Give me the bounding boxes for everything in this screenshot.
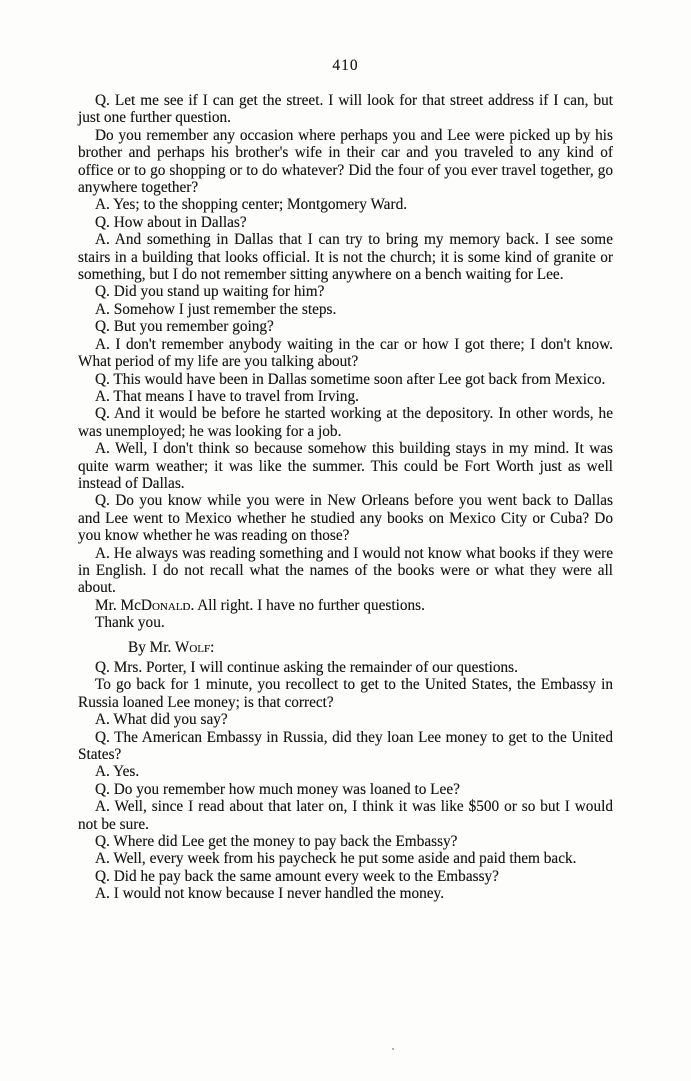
transcript-paragraph: Q. But you remember going? (95, 318, 274, 336)
transcript-paragraph: Q. Mrs. Porter, I will continue asking the remainder of our questions. (95, 659, 518, 676)
transcript-paragraph: A. I would not know because I never handled the money. (95, 885, 445, 903)
transcript-paragraph: A. Yes; to the shopping center; Montgomery Ward. (95, 196, 408, 214)
transcript-paragraph: A. Well, I don't think so because somehow this building stays in my mind. It was quite warm weather; it was like the summer. This could be Fort Worth just as well instead of Dallas. (78, 440, 613, 492)
transcript-paragraph: A. That means I have to travel from Irving. (95, 387, 359, 405)
transcript-paragraph: Q. The American Embassy in Russia, did they loan Lee money to get to the United States? (78, 728, 613, 764)
transcript-paragraph: A. What did you say? (95, 711, 228, 729)
transcript-paragraph: A. And something in Dallas that I can try to bring my memory back. I see some stairs in a building that looks official. It is not the church; it is some kind of granite or something, but I do not remember sitting anywhere on a bench waiting for Lee. (78, 231, 613, 284)
transcript-paragraph: Q. This would have been in Dallas sometime soon after Lee got back from Mexico. (95, 370, 606, 388)
transcript-paragraph: Q. And it would be before he started working at the depository. In other words, he was unemployed; he was looking for a job. (78, 405, 613, 440)
transcript-paragraph: A. I don't remember anybody waiting in the car or how I got there; I don't know. What period of my life are you talking about? (78, 335, 613, 371)
transcript-paragraph: Do you remember any occasion where perhaps you and Lee were picked up by his brother and perhaps his brother's wife in their car and you traveled to any kind of office or to go shopping or to do whatever? Did the four of you ever travel together, go anywhere together? (78, 126, 613, 197)
transcript-paragraph: A. Yes. (95, 763, 140, 781)
speaker-line-mcdonald: Mr. McDonald. All right. I have no further questions. (95, 596, 425, 614)
transcript-paragraph: A. Somehow I just remember the steps. (95, 300, 337, 318)
transcript-paragraph: Q. Did he pay back the same amount every week to the Embassy? (95, 867, 499, 885)
transcript-paragraph: Q. Do you remember how much money was loaned to Lee? (95, 780, 460, 798)
transcript-paragraph: To go back for 1 minute, you recollect to get to the United States, the Embassy in Russia loaned Lee money; is that correct? (78, 676, 613, 711)
scan-speck (392, 1048, 394, 1050)
page-number: 410 (332, 57, 359, 74)
transcript-paragraph: Q. Do you know while you were in New Orleans before you went back to Dallas and Lee went to Mexico whether he studied any books on Mexico City or Cuba? Do you know whether he was reading on those? (78, 492, 613, 545)
transcript-paragraph: Q. Where did Lee get the money to pay back the Embassy? (95, 833, 458, 851)
transcript-paragraph: A. Well, since I read about that later on, I think it was like $500 or so but I would not be sure. (78, 798, 613, 833)
transcript-paragraph: A. He always was reading something and I would not know what books if they were in English. I do not recall what the names of the books were or what they were all about. (78, 544, 613, 597)
transcript-paragraph: Thank you. (95, 614, 165, 632)
byline-wolf: By Mr. Wolf: (128, 638, 215, 656)
transcript-paragraph: Q. Let me see if I can get the street. I will look for that street address if I can, but just one further question. (78, 92, 613, 127)
transcript-paragraph: A. Well, every week from his paycheck he put some aside and paid them back. (95, 850, 577, 868)
transcript-paragraph: Q. Did you stand up waiting for him? (95, 283, 325, 301)
transcript-paragraph: Q. How about in Dallas? (95, 213, 247, 231)
page-body (78, 92, 613, 903)
